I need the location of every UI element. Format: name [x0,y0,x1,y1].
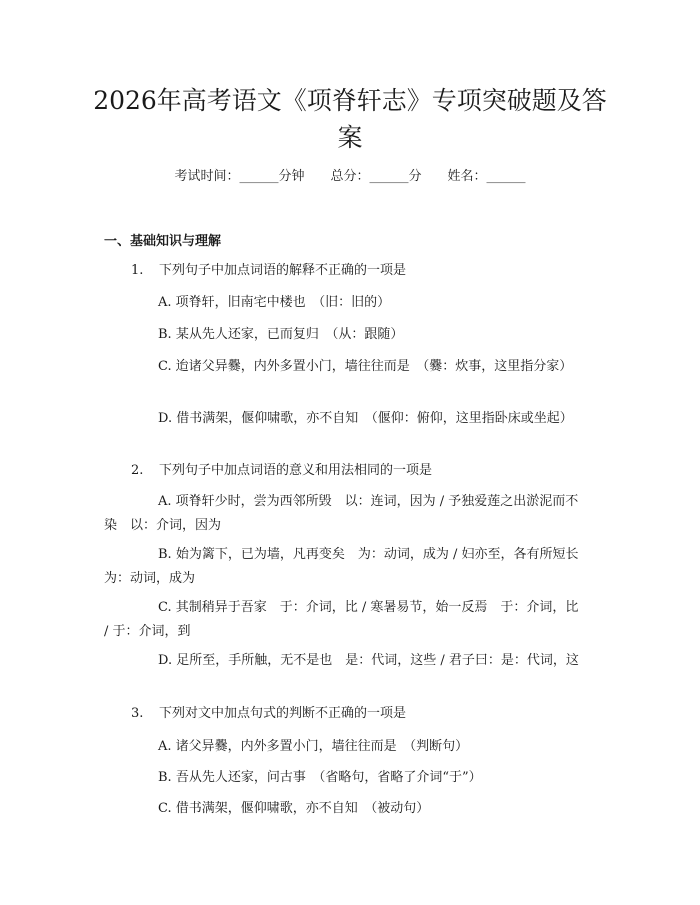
question-2-option-d: D. 足所至，手所触，无不是也 是：代词，这些 / 君子曰：是：代词，这 [158,653,579,668]
page-title: 2026年高考语文《项脊轩志》专项突破题及答案 [93,86,607,152]
question-2-option-a: A. 项脊轩少时，尝为西邻所毁 以：连词，因为 / 予独爱莲之出淤泥而不染 以：介词，因为 [104,494,579,533]
question-text: 下列对文中加点句式的判断不正确的一项是 [159,706,407,721]
question-3-option-c: C. 借书满架，偃仰啸歌，亦不自知 （被动句） [158,801,430,816]
question-3-option-b: B. 吾从先人还家，问古事 （省略句，省略了介词“于”） [158,770,482,785]
question-1-option-c: C. 迨诸父异爨，内外多置小门，墙往往而是 （爨：炊事，这里指分家） [158,359,573,374]
question-2 [131,462,432,480]
question-text: 下列句子中加点词语的意义和用法相同的一项是 [159,463,433,478]
question-3-option-a: A. 诸父异爨，内外多置小门，墙往往而是 （判断句） [158,739,469,754]
question-1-option-a: A. 项脊轩，旧南宅中楼也 （旧：旧的） [158,295,391,310]
question-1 [131,262,406,280]
section-heading: 一、基础知识与理解 [104,234,222,249]
question-1-option-b: B. 某从先人还家，已而复归 （从：跟随） [158,327,404,342]
question-number: 2. [131,463,144,478]
exam-meta-line: 考试时间：______分钟 总分：______分 姓名：______ [174,169,526,184]
question-text: 下列句子中加点词语的解释不正确的一项是 [159,263,407,278]
question-3 [131,705,406,723]
question-1-option-d: D. 借书满架，偃仰啸歌，亦不自知 （偃仰：俯仰，这里指卧床或坐起） [158,411,573,426]
question-number: 3. [131,706,144,721]
question-number: 1. [131,263,144,278]
question-2-option-b: B. 始为篱下，已为墙，凡再变矣 为：动词，成为 / 妇亦至，各有所短长 为：动词，成为 [104,547,592,586]
question-2-option-c: C. 其制稍异于吾家 于：介词，比 / 寒暑易节，始一反焉 于：介词，比 / 于：介词，到 [104,600,579,639]
